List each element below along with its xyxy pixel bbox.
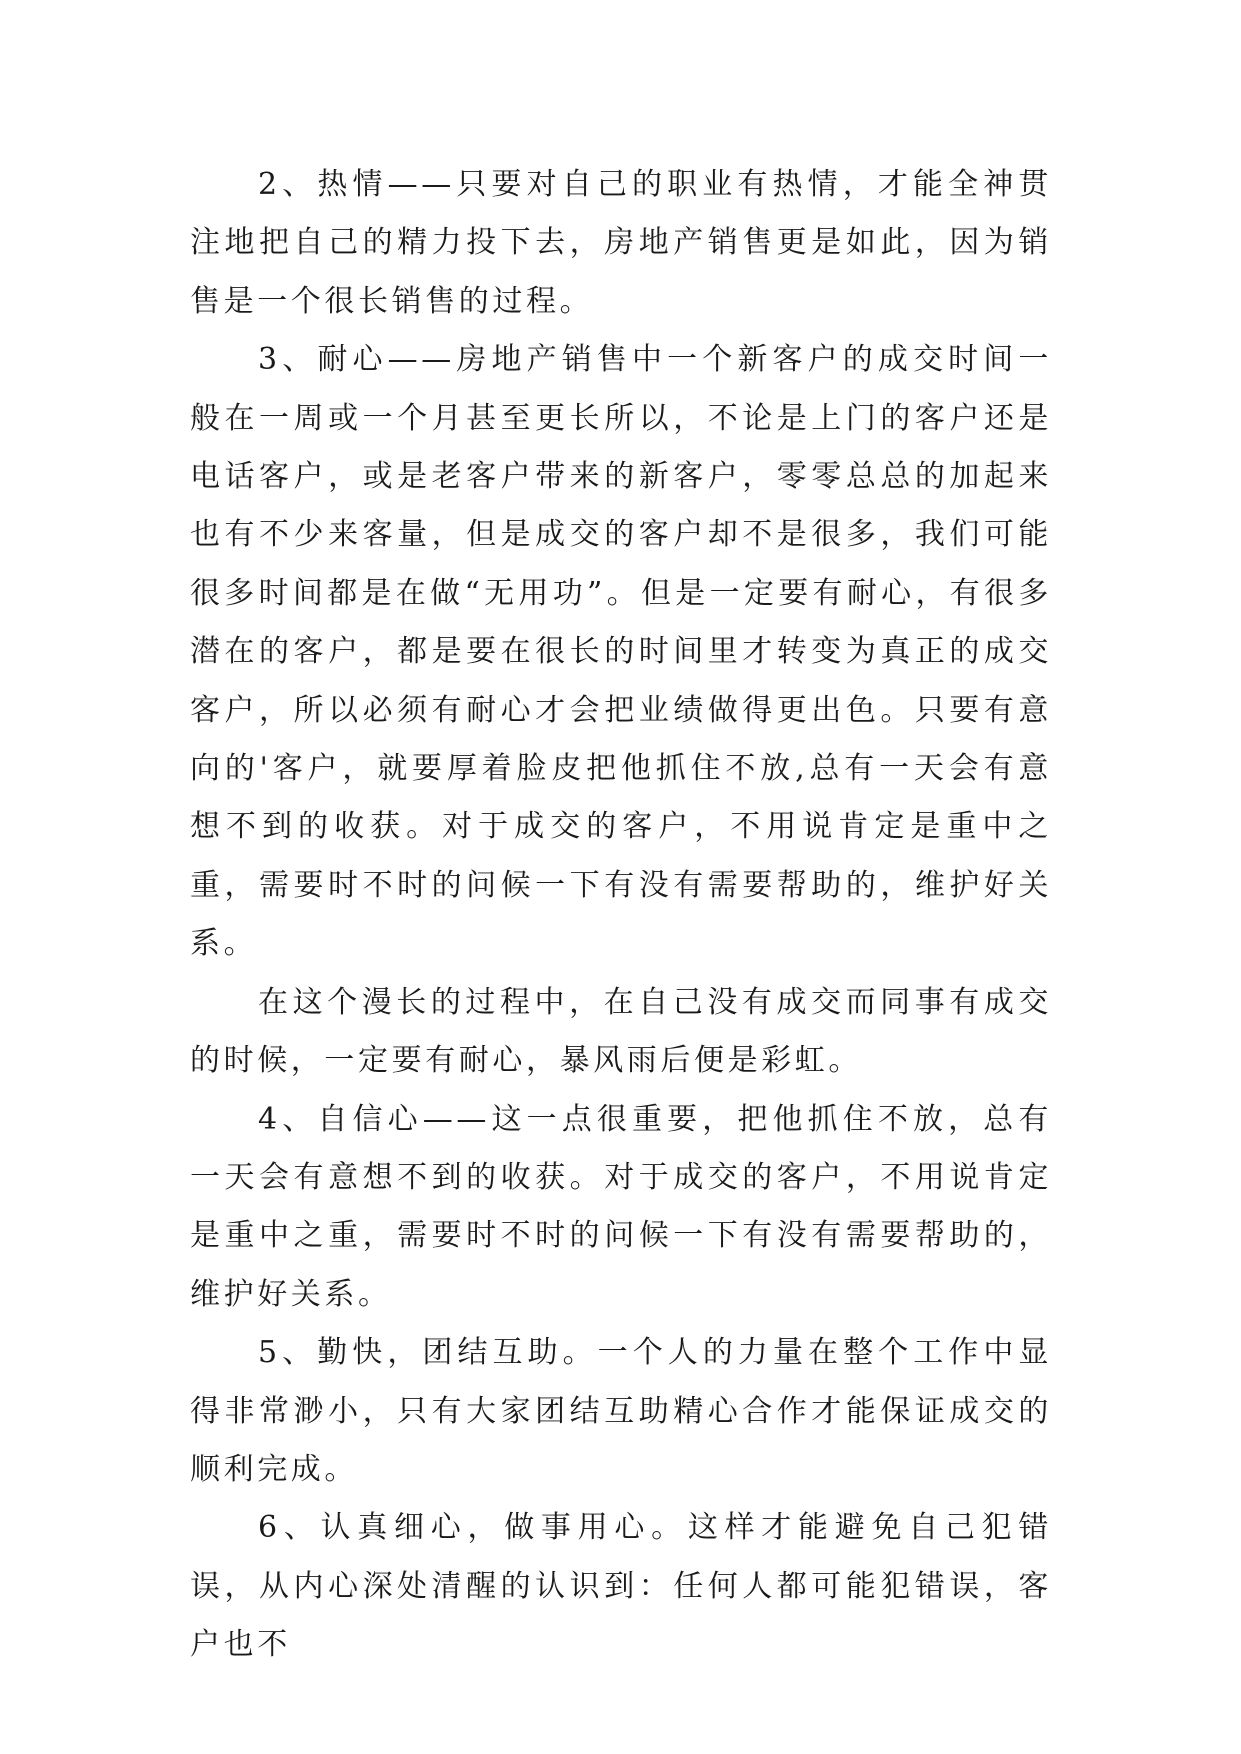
paragraph-teamwork: 5、勤快，团结互助。一个人的力量在整个工作中显得非常渺小，只有大家团结互助精心合作才能保证成交的顺利完成。	[190, 1335, 1052, 1487]
paragraph-patience: 3、耐心——房地产销售中一个新客户的成交时间一般在一周或一个月甚至更长所以，不论是上门的客户还是电话客户，或是老客户带来的新客户，零零总总的加起来也有不少来客量，但是成交的客户却不是很多，我们可能很多时间都是在做“无用功”。但是一定要有耐心，有很多潜在的客户，都是要在很长的时间里才转变为真正的成交客户，所以必须有耐心才会把业绩做得更出色。只要有意向的'客户，就要厚着脸皮把他抓住不放,总有一天会有意想不到的收获。对于成交的客户，不用说肯定是重中之重，需要时不时的问候一下有没有需要帮助的，维护好关系。	[190, 342, 1052, 962]
paragraph-carefulness: 6、认真细心，做事用心。这样才能避免自己犯错误，从内心深处清醒的认识到：任何人都可能犯错误，客户也不	[190, 1510, 1052, 1663]
paragraph-long-process: 在这个漫长的过程中，在自己没有成交而同事有成交的时候，一定要有耐心，暴风雨后便是彩虹。	[190, 984, 1052, 1079]
document-body	[190, 156, 1052, 1675]
paragraph-enthusiasm: 2、热情——只要对自己的职业有热情，才能全神贯注地把自己的精力投下去，房地产销售更是如此，因为销售是一个很长销售的过程。	[190, 167, 1052, 319]
paragraph-confidence: 4、自信心——这一点很重要，把他抓住不放，总有一天会有意想不到的收获。对于成交的客户，不用说肯定是重中之重，需要时不时的问候一下有没有需要帮助的，维护好关系。	[190, 1101, 1052, 1312]
